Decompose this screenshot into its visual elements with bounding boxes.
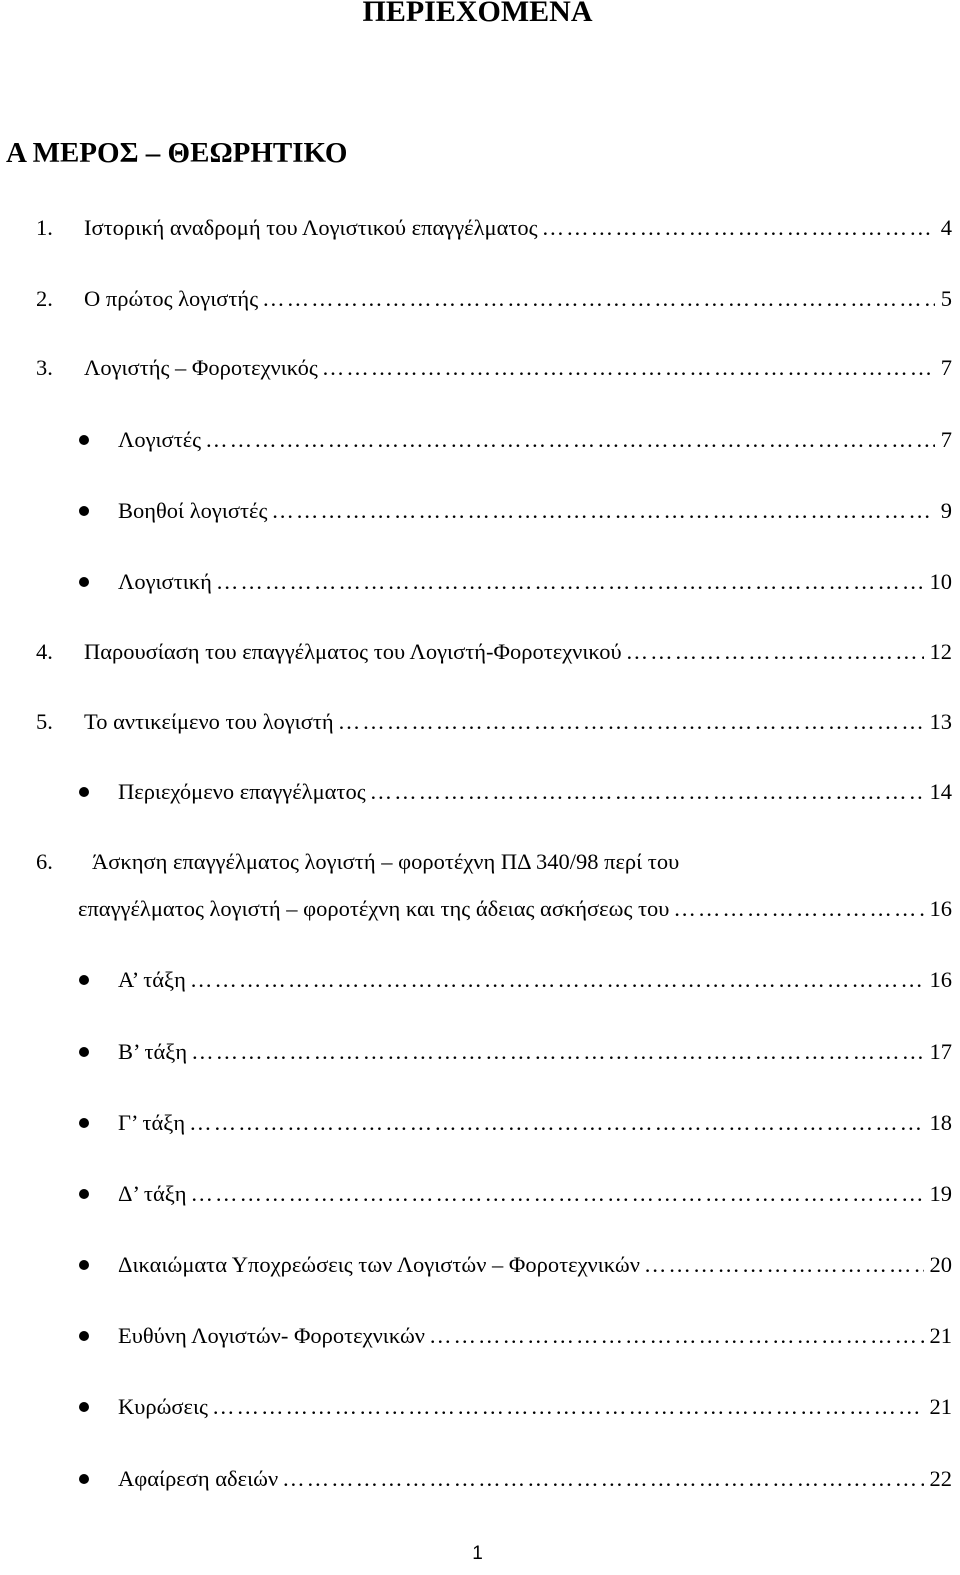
toc-entry-page: 14 xyxy=(929,779,952,804)
toc-entry-label: Περιεχόμενο επαγγέλματος xyxy=(118,779,366,804)
dot-leader xyxy=(429,1320,924,1352)
toc-entry xyxy=(118,566,952,598)
toc-entry xyxy=(36,352,952,384)
toc-entry xyxy=(118,1249,952,1281)
dot-leader xyxy=(191,1036,923,1068)
bullet-icon xyxy=(79,1474,89,1484)
toc-entry-continuation xyxy=(78,893,952,925)
toc-entry-number: 3. xyxy=(36,355,53,380)
toc-entry-number: 6. xyxy=(36,849,53,874)
toc-entry-label: Βοηθοί λογιστές xyxy=(118,498,268,523)
toc-entry-page: 21 xyxy=(929,1394,952,1419)
bullet-icon xyxy=(79,1047,89,1057)
toc-entry-label: Γ’ τάξη xyxy=(118,1110,186,1135)
toc-entry-label: επαγγέλματος λογιστή – φοροτέχνη και της άδειας ασκήσεως του xyxy=(78,896,670,921)
dot-leader xyxy=(370,776,924,808)
bullet-icon xyxy=(79,1189,89,1199)
toc-entry xyxy=(36,212,952,244)
dot-leader xyxy=(191,1178,924,1210)
toc-entry-label-line1: Άσκηση επαγγέλματος λογιστή – φοροτέχνη ΠΔ 340/98 περί του xyxy=(92,849,680,874)
dot-leader xyxy=(626,636,924,668)
toc-entry xyxy=(118,1463,952,1495)
dot-leader xyxy=(542,212,935,244)
toc-entry-page: 20 xyxy=(929,1252,952,1277)
toc-entry xyxy=(118,495,952,527)
toc-entry xyxy=(118,776,952,808)
bullet-icon xyxy=(79,577,89,587)
dot-leader xyxy=(322,352,935,384)
toc-entry-label: Ο πρώτος λογιστής xyxy=(84,286,259,311)
toc-entry-page: 22 xyxy=(929,1466,952,1491)
dot-leader xyxy=(673,893,923,925)
dot-leader xyxy=(271,495,934,527)
dot-leader xyxy=(189,1107,923,1139)
toc-entry-page: 12 xyxy=(929,639,952,664)
toc-entry-page: 16 xyxy=(929,967,952,992)
toc-entry-label: Λογιστής – Φοροτεχνικός xyxy=(84,355,318,380)
toc-entry xyxy=(118,1320,952,1352)
toc-entry-label: Λογιστές xyxy=(118,427,202,452)
toc-entry xyxy=(118,1178,952,1210)
toc-entry xyxy=(118,1391,952,1423)
toc-entry-label: Ιστορική αναδρομή του Λογιστικού επαγγέλματος xyxy=(84,215,538,240)
page-number: 1 xyxy=(472,1543,483,1564)
toc-entry-number: 1. xyxy=(36,215,53,240)
toc-entry-label: Κυρώσεις xyxy=(118,1394,208,1419)
toc-entry xyxy=(118,424,952,456)
bullet-icon xyxy=(79,1331,89,1341)
bullet-icon xyxy=(79,1402,89,1412)
dot-leader xyxy=(644,1249,924,1281)
toc-entry-label: Δικαιώματα Υποχρεώσεις των Λογιστών – Φοροτεχνικών xyxy=(118,1252,640,1277)
toc-entry-page: 7 xyxy=(940,427,952,452)
toc-entry-label: Δ’ τάξη xyxy=(118,1181,187,1206)
toc-entry-page: 17 xyxy=(929,1039,952,1064)
bullet-icon xyxy=(79,787,89,797)
toc-entry-page: 4 xyxy=(940,215,952,240)
bullet-icon xyxy=(79,1260,89,1270)
toc-entry-page: 21 xyxy=(929,1323,952,1348)
toc-entry-page: 10 xyxy=(929,569,952,594)
toc-entry xyxy=(36,283,952,315)
dot-leader xyxy=(205,424,935,456)
toc-entry-label: Αφαίρεση αδειών xyxy=(118,1466,279,1491)
toc-entry xyxy=(118,1036,952,1068)
toc-entry-page: 7 xyxy=(940,355,952,380)
toc-entry-label: Β’ τάξη xyxy=(118,1039,188,1064)
dot-leader xyxy=(212,1391,924,1423)
bullet-icon xyxy=(79,506,89,516)
bullet-icon xyxy=(79,1118,89,1128)
toc-entry-number: 5. xyxy=(36,709,53,734)
dot-leader xyxy=(190,964,924,996)
dot-leader xyxy=(282,1463,923,1495)
toc-entry-page: 9 xyxy=(940,498,952,523)
toc-entry-number: 4. xyxy=(36,639,53,664)
dot-leader xyxy=(338,706,924,738)
toc-entry-label: Ευθύνη Λογιστών- Φοροτεχνικών xyxy=(118,1323,425,1348)
toc-entry-page: 18 xyxy=(929,1110,952,1135)
toc-entry-label: Το αντικείμενο του λογιστή xyxy=(84,709,334,734)
toc-entry xyxy=(118,1107,952,1139)
bullet-icon xyxy=(79,975,89,985)
toc-entry-label: Λογιστική xyxy=(118,569,212,594)
bullet-icon xyxy=(79,435,89,445)
toc-entry-page: 13 xyxy=(929,709,952,734)
dot-leader xyxy=(262,283,935,315)
toc-entry xyxy=(118,964,952,996)
toc-entry xyxy=(36,636,952,668)
section-heading: Α ΜΕΡΟΣ – ΘΕΩΡΗΤΙΚΟ xyxy=(6,137,348,169)
toc-entry-page: 19 xyxy=(929,1181,952,1206)
toc-entry-number: 2. xyxy=(36,286,53,311)
toc-entry-label: Παρουσίαση του επαγγέλματος του Λογιστή-Φοροτεχνικού xyxy=(84,639,622,664)
toc-entry-label: Α’ τάξη xyxy=(118,967,186,992)
toc-entry xyxy=(36,706,952,738)
toc-entry-page: 5 xyxy=(940,286,952,311)
toc-entry-page: 16 xyxy=(929,896,952,921)
page-title: ΠΕΡΙΕΧΟΜΕΝΑ xyxy=(362,0,593,28)
dot-leader xyxy=(216,566,924,598)
